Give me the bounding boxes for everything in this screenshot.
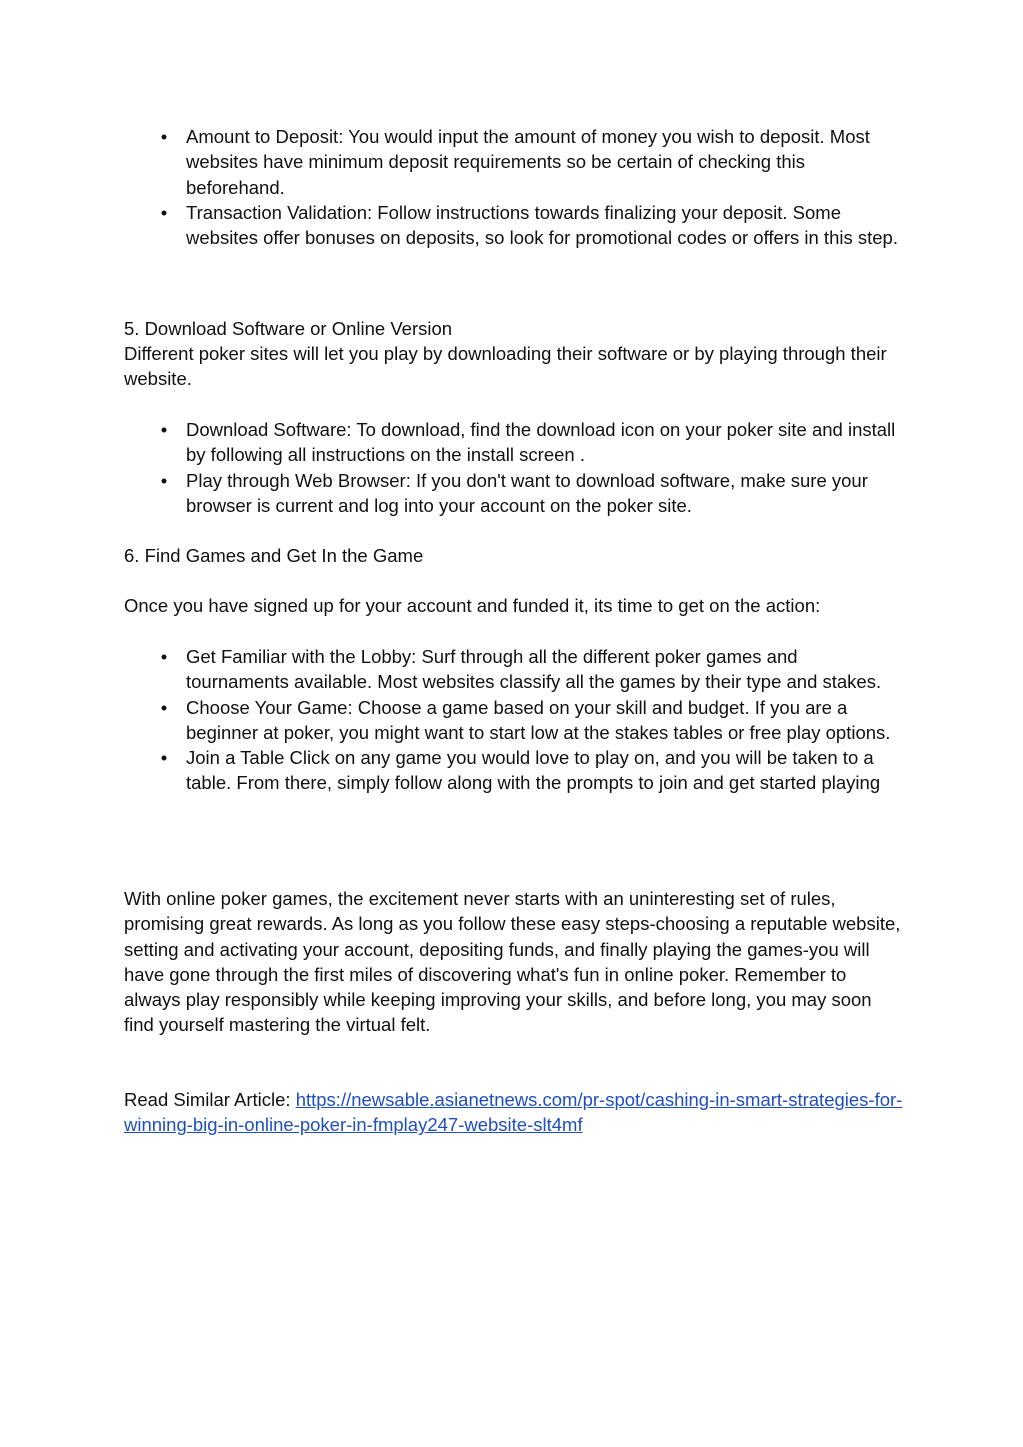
bullet-icon: • xyxy=(160,126,168,147)
download-options-list xyxy=(124,417,904,518)
game-steps-list xyxy=(124,644,904,796)
list-item xyxy=(124,200,904,251)
list-item xyxy=(124,695,904,746)
deposit-steps-list xyxy=(124,124,904,250)
bullet-icon: • xyxy=(160,696,168,718)
bullet-icon: • xyxy=(160,419,168,440)
bullet-icon: • xyxy=(160,646,168,667)
list-item xyxy=(124,468,904,519)
section-6-heading: 6. Find Games and Get In the Game xyxy=(124,545,424,566)
conclusion-paragraph: With online poker games, the excitement never starts with an uninteresting set of rules, promising great rewards. As long as you follow these easy steps-choosing a reputable website, setting and activating your account, depositing funds, and finally playing the games-you will have gone through the first miles of discovering what's fun in online poker. Remember to always play responsibly while keeping improving your skills, and before long, you may soon find yourself mastering the virtual felt. xyxy=(124,888,901,1036)
list-item xyxy=(124,417,904,468)
bullet-icon: • xyxy=(160,201,168,223)
list-item xyxy=(124,644,904,695)
article-link[interactable]: https://newsable.asianetnews.com/pr-spot/cashing-in-smart-strategies-for-winning-big-in-online-poker-in-fmplay247-website-slt4mf xyxy=(124,1089,903,1136)
list-item-text: Transaction Validation: Follow instructions towards finalizing your deposit. Some websites offer bonuses on deposits, so look for promotional codes or offers in this step. xyxy=(186,201,898,249)
list-item-text: Amount to Deposit: You would input the amount of money you wish to deposit. Most websites have minimum deposit requirements so be certain of checking this beforehand. xyxy=(186,126,870,198)
read-similar-paragraph xyxy=(124,1087,904,1138)
list-item-text: Choose Your Game: Choose a game based on your skill and budget. If you are a beginner at poker, you might want to start low at the stakes tables or free play options. xyxy=(186,696,891,743)
list-item xyxy=(124,745,904,796)
bullet-icon: • xyxy=(160,747,168,769)
section-5-intro: Different poker sites will let you play by downloading their software or by playing through their website. xyxy=(124,343,887,390)
bullet-icon: • xyxy=(160,469,168,491)
list-item-text: Play through Web Browser: If you don't want to download software, make sure your browser is current and log into your account on the poker site. xyxy=(186,469,868,516)
list-item xyxy=(124,124,904,200)
list-item-text: Get Familiar with the Lobby: Surf through all the different poker games and tournaments available. Most websites classify all the games by their type and stakes. xyxy=(186,646,882,693)
list-item-text: Download Software: To download, find the download icon on your poker site and install by following all instructions on the install screen . xyxy=(186,419,896,466)
list-item-text: Join a Table Click on any game you would love to play on, and you will be taken to a table. From there, simply follow along with the prompts to join and get started playing xyxy=(186,747,881,794)
section-6-intro: Once you have signed up for your account and funded it, its time to get on the action: xyxy=(124,595,821,616)
section-5-heading: 5. Download Software or Online Version xyxy=(124,318,453,339)
read-similar-label: Read Similar Article: xyxy=(124,1089,296,1110)
